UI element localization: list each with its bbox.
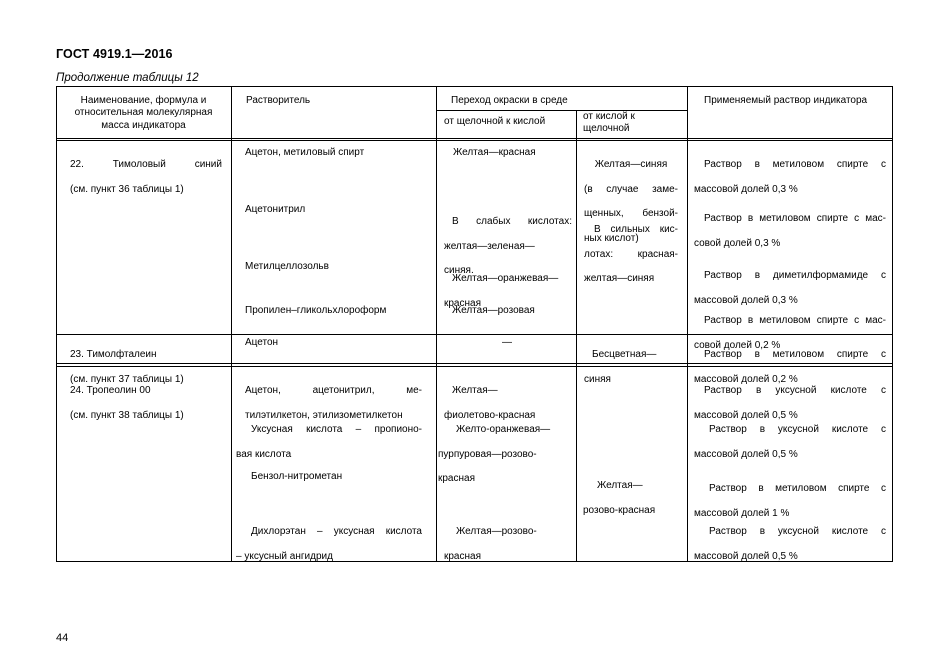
col-border xyxy=(892,86,893,562)
solvent-cell: Уксусная кислота – пропионо- вая кислота xyxy=(236,424,422,460)
alkaline-transition-cell: Желтая—оранжевая— красная xyxy=(444,273,559,309)
solvent-cell: Ацетонитрил xyxy=(245,204,306,215)
col-border xyxy=(56,86,57,562)
solvent-cell: Ацетон, метиловый спирт xyxy=(245,147,365,158)
solution-cell: Раствор в метиловом спирте с массовой долей 0,2 % xyxy=(694,349,886,385)
solvent-cell: Метилцеллозольв xyxy=(245,261,329,272)
alkaline-transition-cell: Желтая— фиолетово-красная xyxy=(444,385,536,421)
alkaline-transition-cell: Желтая—красная xyxy=(453,147,536,158)
header-bottom-border-double xyxy=(56,140,893,141)
alkaline-transition-cell: Желтая—розовая xyxy=(452,305,535,316)
column-header-from-acidic: от кислой к щелочной xyxy=(583,111,635,135)
document-header: ГОСТ 4919.1—2016 xyxy=(56,47,173,61)
subheader-divider xyxy=(436,110,687,111)
col-border xyxy=(576,110,577,562)
indicator-ref: (см. пункт 37 таблицы 1) xyxy=(70,373,184,385)
acidic-transition-cell: Желтая— розово-красная xyxy=(583,480,656,516)
column-header-from-alkaline: от щелочной к кислой xyxy=(444,116,546,127)
indicator-ref: (см. пункт 38 таблицы 1) xyxy=(70,409,184,421)
page-number: 44 xyxy=(56,632,69,644)
indicator-name: 22. Тимоловый синий (см. пункт 36 таблицы 1) xyxy=(70,159,222,195)
alkaline-transition-cell: В слабых кислотах: желтая—зеленая— синяя. xyxy=(444,216,572,277)
column-header-name: Наименование, формула и относительная молекулярная масса индикатора xyxy=(74,95,213,131)
solvent-cell: Бензол-нитрометан xyxy=(251,471,343,482)
column-header-transition: Переход окраски в среде xyxy=(451,95,568,106)
solution-cell: Раствор в метиловом спирте с мас- совой долей 0,2 % xyxy=(694,315,886,351)
solution-cell: Раствор в уксусной кислоте с массовой долей 0,5 % xyxy=(694,526,886,562)
alkaline-transition-cell: Желто-оранжевая— пурпуровая—розово- красная xyxy=(438,424,551,485)
alkaline-transition-cell: Желтая—розово- красная xyxy=(444,526,537,562)
solution-cell: Раствор в диметилформамиде с массовой долей 0,3 % xyxy=(694,270,886,306)
table-top-border xyxy=(56,86,893,87)
solvent-cell: Пропилен–гликольхлороформ xyxy=(245,305,387,316)
solution-cell: Раствор в метиловом спирте с мас- совой долей 0,3 % xyxy=(694,213,886,249)
solvent-cell: Ацетон, ацетонитрил, ме- тилэтилкетон, этилизометилкетон xyxy=(245,385,422,421)
acidic-transition-cell: Бесцветная— синяя xyxy=(584,349,657,385)
col-border xyxy=(436,86,437,562)
col-border xyxy=(687,86,688,562)
column-header-solvent: Растворитель xyxy=(246,95,311,106)
solvent-cell: Дихлорэтан – уксусная кислота – уксусный ангидрид xyxy=(236,526,422,562)
solvent-cell: Ацетон xyxy=(245,337,279,348)
acidic-transition-cell: Желтая—синяя (в случае заме- щенных, бензой- ных кислот) xyxy=(584,159,678,245)
solution-cell: Раствор в уксусной кислоте с массовой долей 0,5 % xyxy=(694,385,886,421)
column-header-solution: Применяемый раствор индикатора xyxy=(704,95,868,106)
solution-cell: Раствор в уксусной кислоте с массовой долей 0,5 % xyxy=(694,424,886,460)
indicator-ref: (см. пункт 36 таблицы 1) xyxy=(70,183,184,195)
solution-cell: Раствор в метиловом спирте с массовой долей 1 % xyxy=(694,483,886,519)
acidic-transition-cell-strong: В сильных кис- лотах: красная- желтая—синяя xyxy=(584,224,678,285)
table-continuation-caption: Продолжение таблицы 12 xyxy=(56,72,199,84)
col-border xyxy=(231,86,232,562)
indicator-name: 24. Тропеолин 00 (см. пункт 38 таблицы 1) xyxy=(70,385,184,421)
alkaline-transition-cell: — xyxy=(502,337,512,348)
indicator-name: 23. Тимолфталеин (см. пункт 37 таблицы 1) xyxy=(70,349,184,385)
header-bottom-border xyxy=(56,138,893,139)
solution-cell: Раствор в метиловом спирте с массовой долей 0,3 % xyxy=(694,159,886,195)
